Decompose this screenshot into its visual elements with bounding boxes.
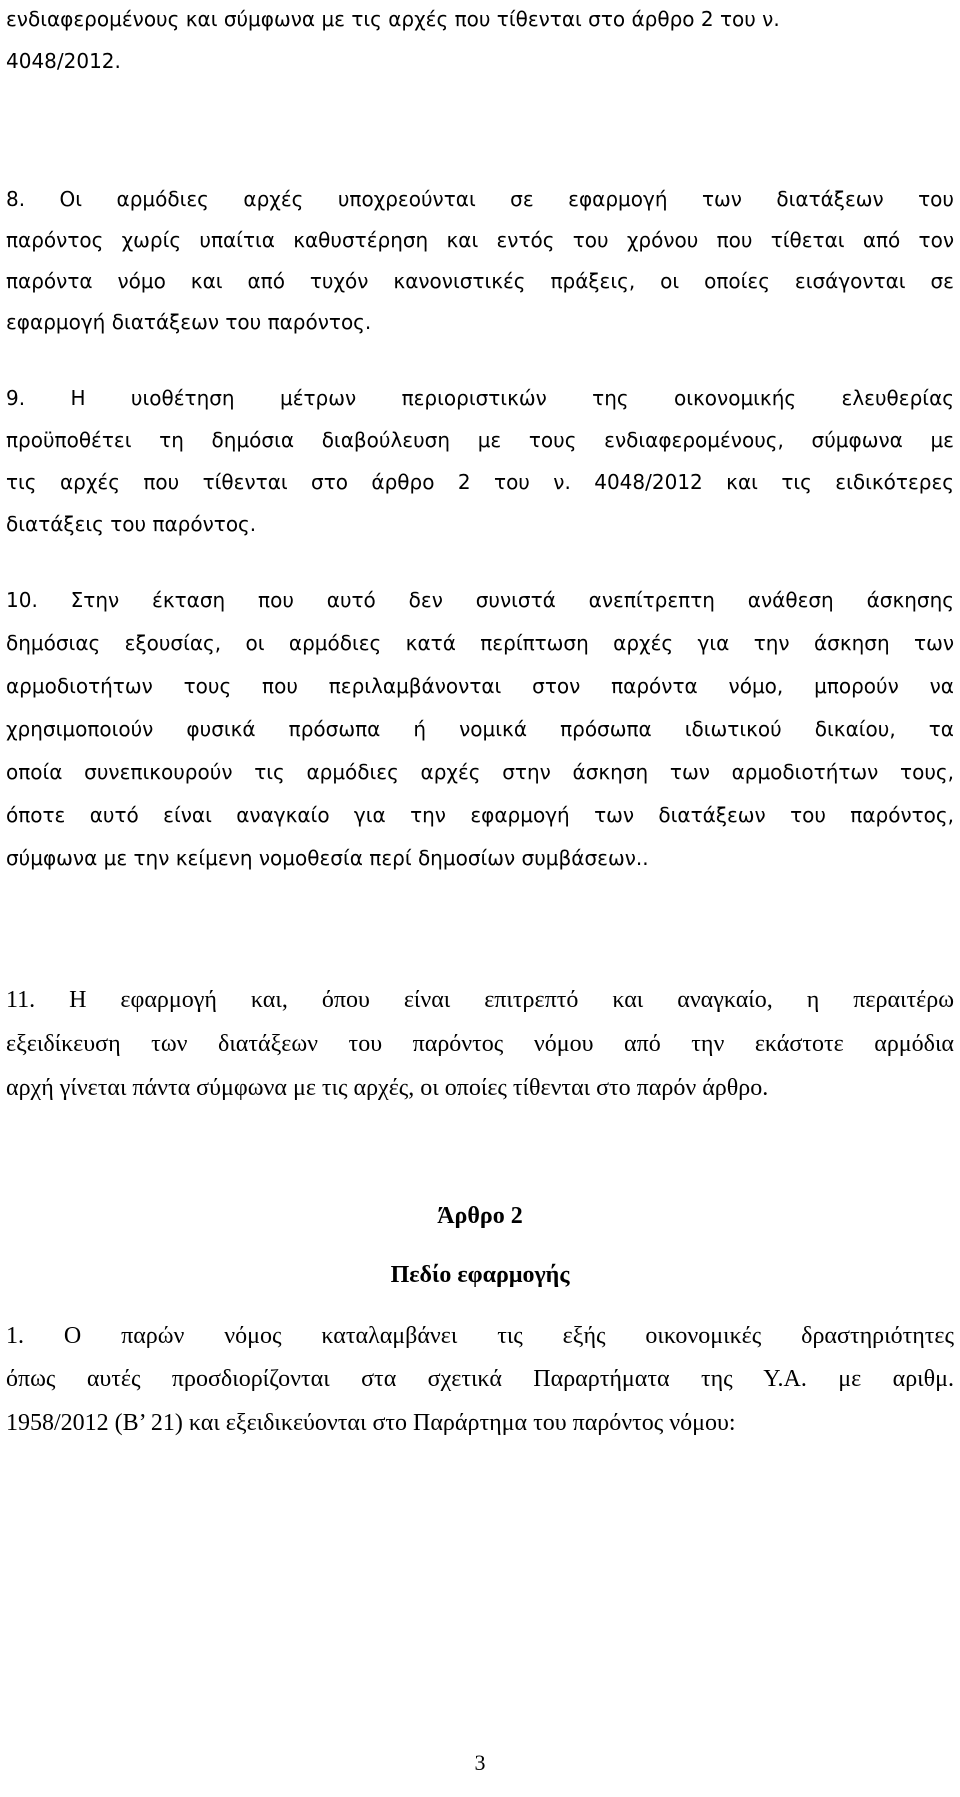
paragraph-7-line-2: 4048/2012. [6, 49, 121, 73]
paragraph-11-line-1: 11. Η εφαρμογή και, όπου είναι επιτρεπτό και αναγκαίο, η περαιτέρω [6, 987, 954, 1013]
page-number: 3 [474, 1750, 486, 1775]
paragraph-10-line-5: οποία συνεπικουρούν τις αρμόδιες αρχές στην άσκηση των αρμοδιοτήτων τους, [6, 760, 954, 784]
article-title: Πεδίο εφαρμογής [390, 1262, 570, 1288]
paragraph-9-line-4: διατάξεις του παρόντος. [6, 512, 257, 536]
paragraph-10-line-6: όποτε αυτό είναι αναγκαίο για την εφαρμογή των διατάξεων του παρόντος, [6, 803, 954, 827]
paragraph-10-line-4: χρησιμοποιούν φυσικά πρόσωπα ή νομικά πρόσωπα ιδιωτικού δικαίου, τα [6, 717, 954, 741]
paragraph-7-line-1: ενδιαφερομένους και σύμφωνα με τις αρχές που τίθενται στο άρθρο 2 του ν. [6, 7, 780, 31]
paragraph-9-line-1: 9. Η υιοθέτηση μέτρων περιοριστικών της οικονομικής ελευθερίας [6, 386, 954, 410]
paragraph-8-line-4: εφαρμογή διατάξεων του παρόντος. [6, 310, 372, 334]
article-2-paragraph-1-line-3: 1958/2012 (Β’ 21) και εξειδικεύονται στο Παράρτημα του παρόντος νόμου: [6, 1410, 736, 1436]
article-number: Άρθρο 2 [437, 1203, 523, 1229]
article-2-paragraph-1-line-1: 1. Ο παρών νόμος καταλαμβάνει τις εξής οικονομικές δραστηριότητες [6, 1323, 954, 1349]
paragraph-10-line-3: αρμοδιοτήτων τους που περιλαμβάνονται στον παρόντα νόμο, μπορούν να [6, 674, 954, 698]
paragraph-10-line-7: σύμφωνα με την κείμενη νομοθεσία περί δημοσίων συμβάσεων.. [6, 846, 649, 870]
paragraph-11-line-3: αρχή γίνεται πάντα σύμφωνα με τις αρχές, οι οποίες τίθενται στο παρόν άρθρο. [6, 1075, 769, 1101]
paragraph-8-line-1: 8. Οι αρμόδιες αρχές υποχρεούνται σε εφαρμογή των διατάξεων του [6, 187, 954, 211]
paragraph-10-line-1: 10. Στην έκταση που αυτό δεν συνιστά ανεπίτρεπτη ανάθεση άσκησης [6, 588, 954, 612]
paragraph-8-line-2: παρόντος χωρίς υπαίτια καθυστέρηση και εντός του χρόνου που τίθεται από τον [6, 228, 954, 252]
paragraph-8-line-3: παρόντα νόμο και από τυχόν κανονιστικές πράξεις, οι οποίες εισάγονται σε [6, 269, 954, 293]
paragraph-9-line-3: τις αρχές που τίθενται στο άρθρο 2 του ν. 4048/2012 και τις ειδικότερες [6, 470, 954, 494]
paragraph-10-line-2: δημόσιας εξουσίας, οι αρμόδιες κατά περίπτωση αρχές για την άσκηση των [6, 631, 954, 655]
article-2-paragraph-1-line-2: όπως αυτές προσδιορίζονται στα σχετικά Παραρτήματα της Υ.Α. με αριθμ. [6, 1366, 954, 1392]
paragraph-9-line-2: προϋποθέτει τη δημόσια διαβούλευση με τους ενδιαφερομένους, σύμφωνα με [6, 428, 954, 452]
paragraph-11-line-2: εξειδίκευση των διατάξεων του παρόντος νόμου από την εκάστοτε αρμόδια [6, 1031, 954, 1057]
